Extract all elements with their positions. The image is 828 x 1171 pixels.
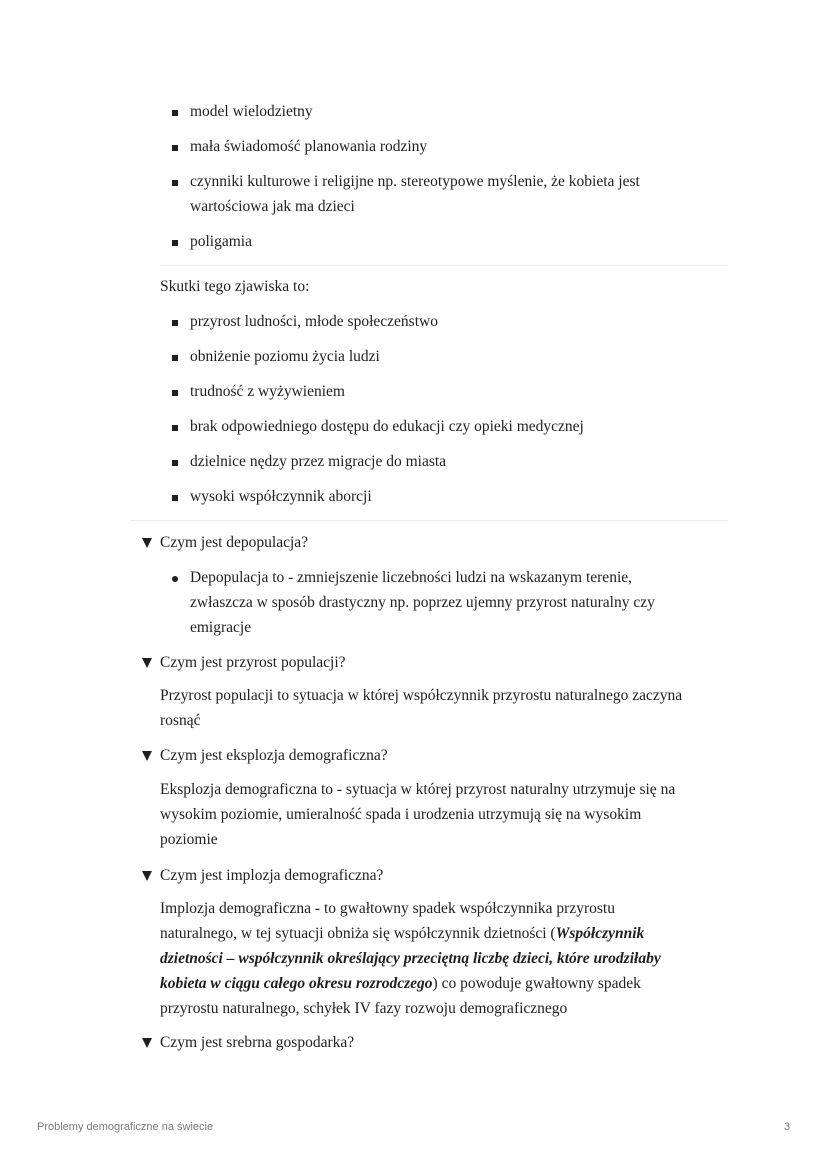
effect-item: dzielnice nędzy przez migracje do miasta (190, 453, 447, 470)
bullet-square-icon (172, 110, 178, 116)
answer-line: przyrostu naturalnego, schyłek IV fazy rozwoju demograficznego (160, 1000, 568, 1017)
footer-title: Problemy demograficzne na świecie (37, 1121, 214, 1133)
toggle-question-przyrost[interactable]: Czym jest przyrost populacji? (160, 654, 346, 671)
answer-line: Implozja demograficzna - to gwałtowny spadek współczynnika przyrostu (160, 900, 615, 917)
cause-item: czynniki kulturowe i religijne np. stereotypowe myślenie, że kobieta jest (190, 173, 640, 190)
cause-item-continued: wartościowa jak ma dzieci (190, 198, 355, 215)
toggle-question-implozja[interactable]: Czym jest implozja demograficzna? (160, 867, 384, 884)
divider (130, 520, 728, 521)
effect-item: brak odpowiedniego dostępu do edukacji czy opieki medycznej (190, 418, 584, 435)
page-number: 3 (784, 1121, 791, 1133)
bullet-dot-icon (172, 576, 178, 582)
answer-line (160, 921, 644, 946)
answer-line: Eksplozja demograficzna to - sytuacja w której przyrost naturalny utrzymuje się na (160, 781, 676, 798)
answer-line (160, 971, 641, 996)
toggle-expanded-icon[interactable] (142, 871, 152, 881)
toggle-question-depopulacja[interactable]: Czym jest depopulacja? (160, 534, 309, 551)
toggle-expanded-icon[interactable] (142, 658, 152, 668)
toggle-expanded-icon[interactable] (142, 751, 152, 761)
bullet-square-icon (172, 320, 178, 326)
toggle-question-srebrna[interactable]: Czym jest srebrna gospodarka? (160, 1034, 355, 1051)
bullet-square-icon (172, 460, 178, 466)
divider (160, 265, 728, 266)
effect-item: trudność z wyżywieniem (190, 383, 345, 400)
bullet-square-icon (172, 495, 178, 501)
toggle-question-eksplozja[interactable]: Czym jest eksplozja demograficzna? (160, 747, 388, 764)
bullet-square-icon (172, 390, 178, 396)
answer-text: ) co powoduje gwałtowny spadek (432, 975, 641, 992)
answer-line: Depopulacja to - zmniejszenie liczebności ludzi na wskazanym terenie, (190, 569, 632, 586)
effects-intro: Skutki tego zjawiska to: (160, 278, 310, 295)
bullet-square-icon (172, 425, 178, 431)
effect-item: obniżenie poziomu życia ludzi (190, 348, 380, 365)
toggle-expanded-icon[interactable] (142, 538, 152, 548)
bullet-square-icon (172, 180, 178, 186)
answer-line: emigracje (190, 619, 252, 636)
answer-line: wysokim poziomie, umieralność spada i urodzenia utrzymują się na wysokim (160, 806, 642, 823)
answer-line: rosnąć (160, 712, 201, 729)
effect-item: wysoki współczynnik aborcji (190, 488, 372, 505)
answer-emphasis-line: dzietności – współczynnik określający przeciętną liczbę dzieci, które urodziłaby (160, 950, 661, 967)
cause-item: model wielodzietny (190, 103, 313, 120)
cause-item: mała świadomość planowania rodziny (190, 138, 428, 155)
answer-emphasis: Współczynnik (555, 925, 645, 942)
bullet-square-icon (172, 355, 178, 361)
answer-emphasis: kobieta w ciągu całego okresu rozrodczego (160, 975, 433, 992)
bullet-square-icon (172, 240, 178, 246)
answer-line: Przyrost populacji to sytuacja w której współczynnik przyrostu naturalnego zaczyna (160, 687, 683, 704)
answer-text: naturalnego, w tej sytuacji obniża się współczynnik dzietności ( (160, 925, 556, 942)
effect-item: przyrost ludności, młode społeczeństwo (190, 313, 438, 330)
answer-line: zwłaszcza w sposób drastyczny np. poprzez ujemny przyrost naturalny czy (190, 594, 655, 611)
answer-line: poziomie (160, 831, 218, 848)
cause-item: poligamia (190, 233, 252, 250)
toggle-expanded-icon[interactable] (142, 1038, 152, 1048)
bullet-square-icon (172, 145, 178, 151)
